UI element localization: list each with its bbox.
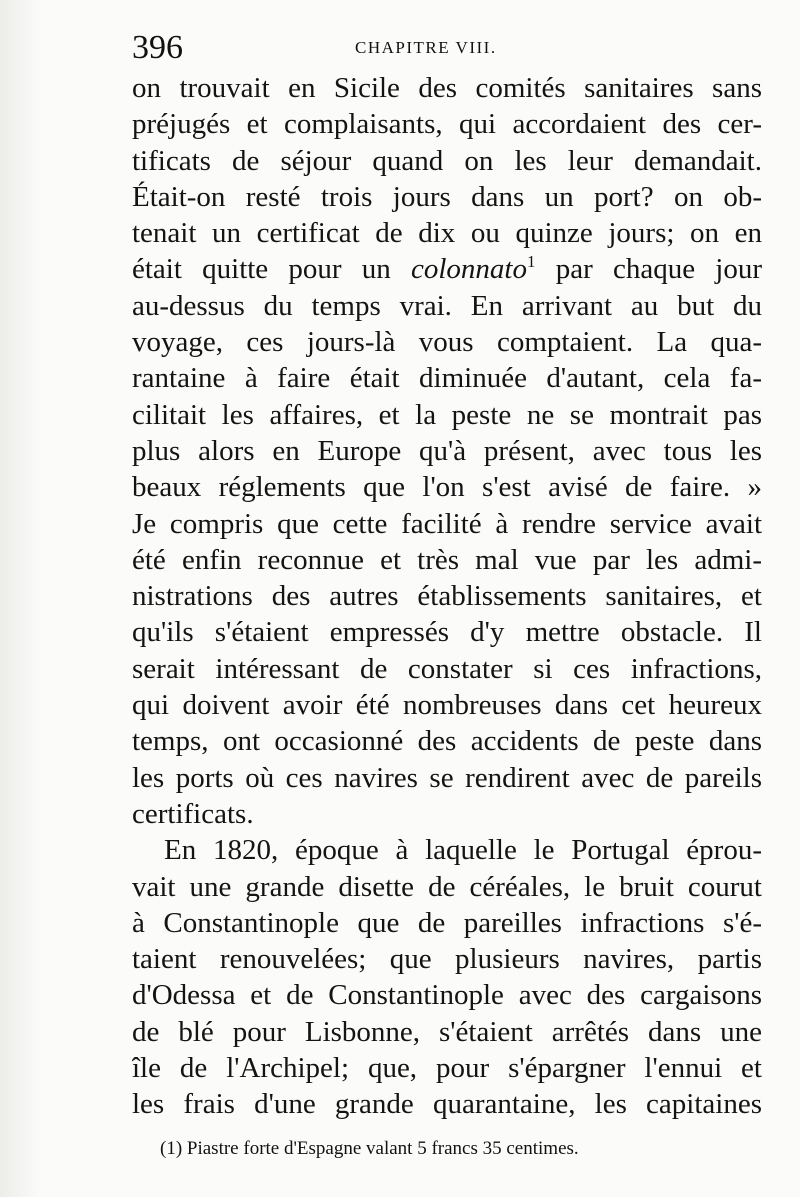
- text-line: île de l'Archipel; que, pour s'épargner l'ennui et: [132, 1052, 762, 1085]
- text-line: voyage, ces jours-là vous comptaient. La qua-: [132, 326, 762, 359]
- body-text: [132, 70, 762, 1123]
- italic-term: colonnato: [410, 253, 527, 286]
- page-edge-shadow: [0, 0, 40, 1197]
- text-line: qu'ils s'étaient empressés d'y mettre obstacle. Il: [132, 616, 762, 649]
- page-header: [132, 28, 762, 68]
- text-line: nistrations des autres établissements sanitaires, et: [132, 580, 762, 613]
- text-line: qui doivent avoir été nombreuses dans cet heureux: [132, 689, 762, 722]
- text-line-with-note: [132, 251, 762, 287]
- text-line: Je compris que cette facilité à rendre service avait: [132, 507, 762, 540]
- text-line: à Constantinople que de pareilles infractions s'é-: [132, 906, 762, 939]
- text-line: taient renouvelées; que plusieurs navires, partis: [132, 943, 762, 976]
- text-line: temps, ont occasionné des accidents de peste dans: [132, 725, 762, 758]
- footnote: (1) Piastre forte d'Espagne valant 5 francs 35 centimes.: [160, 1138, 579, 1159]
- text-line: été enfin reconnue et très mal vue par les admi-: [132, 543, 762, 576]
- text-line: serait intéressant de constater si ces infractions,: [132, 652, 762, 685]
- text-line: de blé pour Lisbonne, s'étaient arrêtés dans une: [132, 1015, 762, 1048]
- text-segment: était quitte pour un: [132, 253, 411, 286]
- page-number: 396: [132, 29, 183, 66]
- running-head: CHAPITRE VIII.: [355, 38, 497, 57]
- paragraph-start-line: En 1820, époque à laquelle le Portugal éprou-: [164, 834, 762, 867]
- text-line: d'Odessa et de Constantinople avec des cargaisons: [132, 979, 762, 1012]
- text-line: tificats de séjour quand on les leur demandait.: [132, 144, 762, 177]
- text-line: plus alors en Europe qu'à présent, avec tous les: [132, 434, 762, 467]
- text-line: préjugés et complaisants, qui accordaient des cer-: [132, 108, 762, 141]
- paragraph-end-line: certificats.: [132, 797, 254, 830]
- text-line: on trouvait en Sicile des comités sanitaires sans: [132, 72, 762, 104]
- text-line: beaux réglements que l'on s'est avisé de faire. »: [132, 471, 762, 504]
- footnote-reference: 1: [526, 252, 536, 272]
- text-line: Était-on resté trois jours dans un port? on ob-: [132, 180, 762, 213]
- text-line: rantaine à faire était diminuée d'autant, cela fa-: [132, 362, 762, 395]
- text-line: cilitait les affaires, et la peste ne se montrait pas: [132, 398, 762, 431]
- text-line: tenait un certificat de dix ou quinze jours; on en: [132, 217, 762, 250]
- text-segment: par chaque jour: [535, 253, 762, 286]
- text-line: les frais d'une grande quarantaine, les capitaines: [132, 1088, 762, 1121]
- text-line: les ports où ces navires se rendirent avec de pareils: [132, 761, 762, 794]
- text-line: vait une grande disette de céréales, le bruit courut: [132, 870, 762, 903]
- text-line: au-dessus du temps vrai. En arrivant au but du: [132, 289, 762, 322]
